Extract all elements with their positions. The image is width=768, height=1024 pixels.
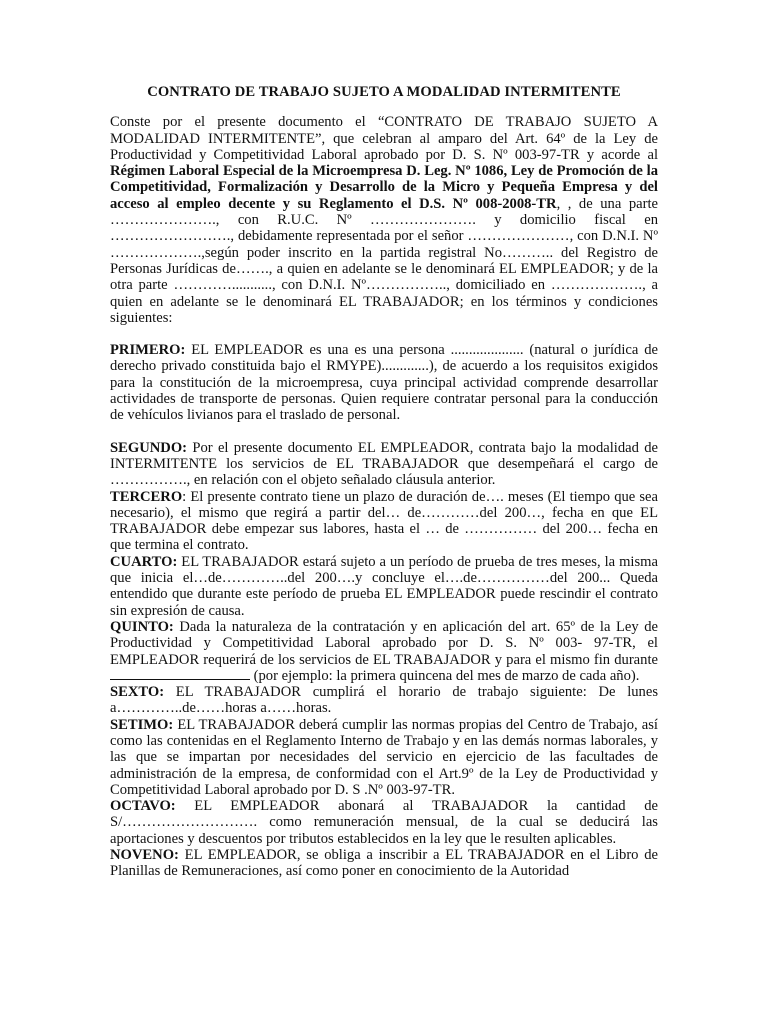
- clause-noveno: [110, 847, 658, 880]
- intro-regime-bold: Régimen Laboral Especial de la Microempresa D. Leg. Nº 1086, Ley de Promoción de la Competitividad, Formalización y Desarrollo de la Micro y Pequeña Empresa y del acceso al empleo decente y su Reglamento el D.S. Nº 008-2008-TR: [110, 163, 658, 212]
- clause-tercero: [110, 489, 658, 554]
- clause-noveno-text: EL EMPLEADOR, se obliga a inscribir a EL TRABAJADOR en el Libro de Planillas de Remuneraciones, así como poner en conocimiento de la Autoridad: [110, 847, 658, 880]
- intro-text-part2: , , de una parte …………………., con R.U.C. Nº …………………. y domicilio fiscal en ……………………., debidamente representada por el señor …………………, con D.N.I. Nº ……………….,según poder inscrito en la partida registral No……….. del Registro de Personas Jurídicas de……., a quien en adelante se le denominará EL EMPLEADOR; y de la otra parte …………..........., con D.N.I. Nº…………….., domiciliado en ………………., a quien en adelante se le denominará EL TRABAJADOR; en los términos y condiciones siguientes:: [110, 195, 659, 326]
- contract-page: [110, 84, 658, 880]
- clause-cuarto-text: EL TRABAJADOR estará sujeto a un período de prueba de tres meses, la misma que inicia el…de…………..del 200….y concluye el….de……………del 200... Queda entendido que durante este período de prueba EL EMPLEADOR puede rescindir el contrato sin expresión de causa.: [110, 553, 658, 619]
- contract-title: CONTRATO DE TRABAJO SUJETO A MODALIDAD INTERMITENTE: [147, 84, 621, 100]
- clause-sexto-label: SEXTO:: [110, 684, 165, 701]
- clause-primero-label: PRIMERO:: [110, 342, 186, 359]
- intro-text-part1: Conste por el presente documento el “CONTRATO DE TRABAJO SUJETO A MODALIDAD INTERMITENTE”, que celebran al amparo del Art. 64º de la Ley de Productividad y Competitividad Laboral aprobado por D. S. Nº 003-97-TR y acorde al: [110, 114, 658, 163]
- fill-in-blank-line: [110, 668, 250, 680]
- clause-segundo-label: SEGUNDO:: [110, 439, 188, 456]
- clause-segundo-text: Por el presente documento EL EMPLEADOR, contrata bajo la modalidad de INTERMITENTE los servicios de EL TRABAJADOR que desempeñará el cargo de ……………., en relación con el objeto señalado cláusula anterior.: [110, 439, 658, 489]
- clause-primero: [110, 342, 658, 423]
- clause-sexto: [110, 684, 658, 717]
- clause-noveno-label: NOVENO:: [110, 847, 179, 864]
- clause-primero-text: EL EMPLEADOR es una es una persona .................... (natural o jurídica de derecho privado constituida bajo el RMYPE).............), de acuerdo a los requisitos exigidos para la constitución de la microempresa, cuya principal actividad comprende desarrollar actividades de transporte de personas. Quien requiere contratar personal para la conducción de vehículos livianos para el traslado de personal.: [110, 342, 658, 424]
- clause-setimo-label: SETIMO:: [110, 716, 174, 733]
- clause-setimo: [110, 717, 658, 798]
- clause-quinto-text1: Dada la naturaleza de la contratación y en aplicación del art. 65º de la Ley de Productividad y Competitividad Laboral aprobado por D. S. Nº 003- 97-TR, el EMPLEADOR requerirá de los servicios de EL TRABAJADOR y para el mismo fin durante: [110, 618, 658, 668]
- clause-quinto-label: QUINTO:: [110, 618, 174, 635]
- intro-paragraph: [110, 114, 658, 326]
- clause-segundo: [110, 440, 658, 489]
- clause-tercero-text: : El presente contrato tiene un plazo de duración de…. meses (El tiempo que sea necesario), el mismo que regirá a partir del… de…………del 200…, fecha en que EL TRABAJADOR debe empezar sus labores, hasta el … de …………… del 200… fecha en que termina el contrato.: [110, 488, 658, 554]
- clause-octavo-label: OCTAVO:: [110, 798, 176, 815]
- clause-octavo: [110, 798, 658, 847]
- clause-setimo-text: EL TRABAJADOR deberá cumplir las normas propias del Centro de Trabajo, así como las contenidas en el Reglamento Interno de Trabajo y en las demás normas laborales, y las que se impartan por necesidades del servicio en ejercicio de las facultades de administración de la empresa, de conformidad con el Art.9º de la Ley de Productividad y Competitividad Laboral aprobado por D. S .Nº 003-97-TR.: [110, 716, 658, 798]
- clause-quinto-text2: (por ejemplo: la primera quincena del mes de marzo de cada año).: [250, 667, 640, 684]
- clause-cuarto: [110, 554, 658, 619]
- clause-cuarto-label: CUARTO:: [110, 553, 178, 570]
- clause-octavo-text: EL EMPLEADOR abonará al TRABAJADOR la cantidad de S/………………………. como remuneración mensual, de la cual se deducirá las aportaciones y descuentos por tributos establecidos en la ley que le resulten aplicables.: [110, 798, 658, 847]
- clause-quinto: [110, 619, 658, 684]
- clause-sexto-text: EL TRABAJADOR cumplirá el horario de trabajo siguiente: De lunes a…………..de……horas a……horas.: [110, 684, 658, 717]
- clause-tercero-label: TERCERO: [110, 488, 183, 505]
